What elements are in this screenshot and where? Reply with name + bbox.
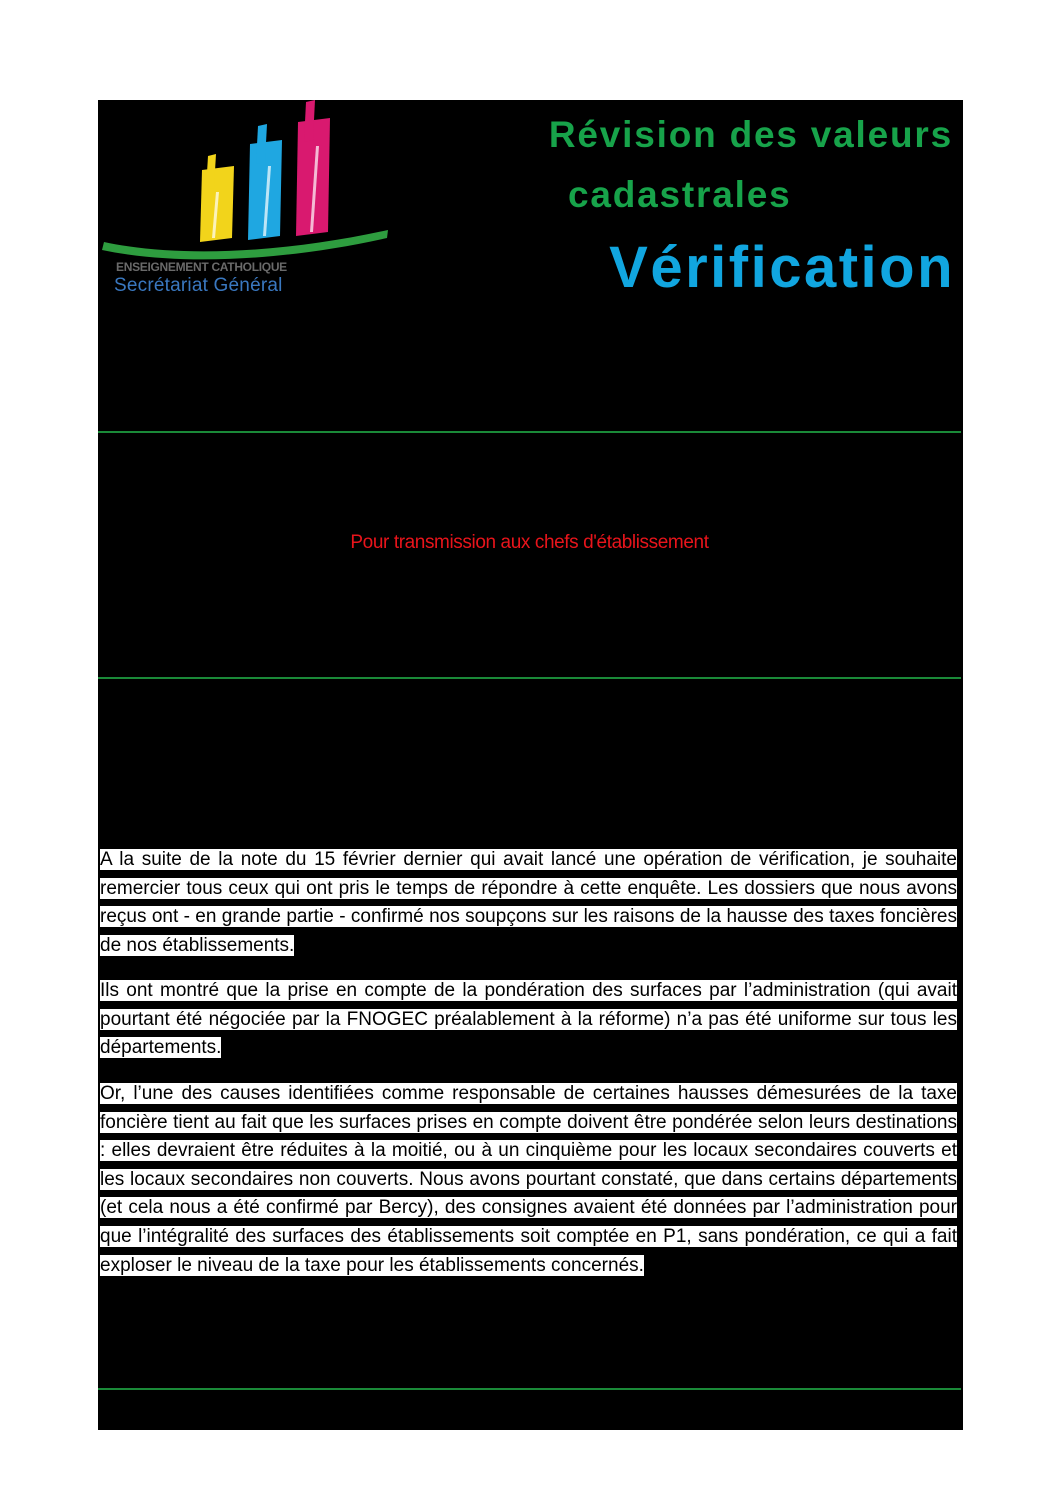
enseignement-catholique-logo (98, 100, 398, 305)
logo-swoosh (102, 230, 388, 259)
logo-org-line1: ENSEIGNEMENT CATHOLIQUE (116, 260, 287, 274)
document-page (98, 100, 963, 1430)
logo-org-line2: Secrétariat Général (114, 275, 283, 296)
paragraph-3 (100, 1080, 957, 1280)
divider-bottom (98, 1388, 961, 1390)
paragraph-1-text: A la suite de la note du 15 février dernier qui avait lancé une opération de vérification, je souhaite remercier tous ceux qui ont pris le temps de répondre à cette enquête. Les dossiers que nous avons reçus ont - en grande partie - confirmé nos soupçons sur les raisons de la hausse des taxes foncières de nos établissements. (100, 849, 957, 956)
paragraph-3-text: Or, l’une des causes identifiées comme responsable de certaines hausses démesurées de la taxe foncière tient au fait que les surfaces prises en compte doivent être pondérée selon leurs destinations : elles devraient être réduites à la moitié, ou à un cinquième pour les locaux secondaires couverts et les locaux secondaires non couverts. Nous avons pourtant constaté, que dans certains départements (et cela nous a été confirmé par Bercy), des consignes avaient été données par l’administration pour que l’intégralité des surfaces des établissements soit comptée en P1, sans pondération, ce qui a fait exploser le niveau de la taxe pour les établissements concernés. (100, 1083, 957, 1276)
divider-middle (98, 677, 961, 679)
title-line1: Révision des valeurs (548, 114, 953, 155)
transmission-note: Pour transmission aux chefs d'établissement (350, 532, 709, 553)
title-main: Vérification (609, 235, 955, 300)
divider-top (98, 431, 961, 433)
paragraph-1 (100, 846, 957, 960)
paragraph-2 (100, 977, 957, 1063)
title-line2: cadastrales (568, 174, 792, 215)
paragraph-2-text: Ils ont montré que la prise en compte de la pondération des surfaces par l’administration (qui avait pourtant été négociée par la FNOGEC préalablement à la réforme) n’a pas été uniforme sur tous les départements. (100, 980, 957, 1059)
